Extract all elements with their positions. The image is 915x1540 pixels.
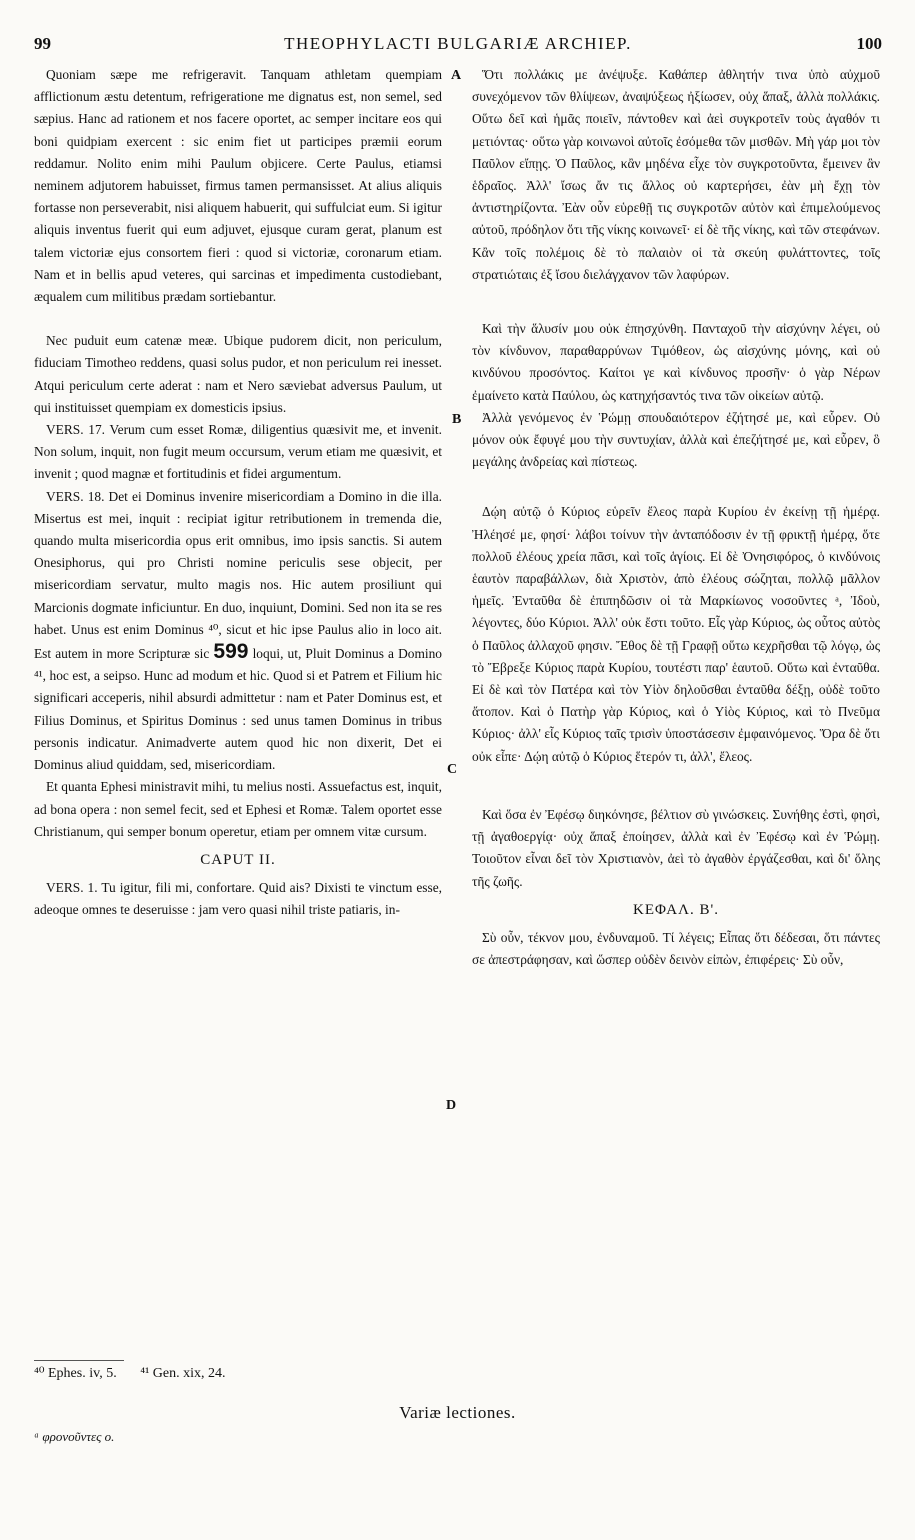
- footnote-rule: [34, 1360, 124, 1361]
- page-number-left: 99: [34, 34, 51, 53]
- page-number-right: 100: [856, 34, 882, 53]
- latin-text: VERS. 18. Det ei Dominus invenire misericordiam a Domino in die illa. Misertus est mei, inquit : recipiat igitur retributionem in tremenda die, quando multa misericordia opus erit omnibus, imo ipsis sanctis. Si autem Onesiphorus, qui pro Christi nomine periculis sese objecit, per misericordiam servatur, multo magis nos. Hic autem prosiliunt qui Marcionis dogmate inficiuntur. En duo, inquiunt, Domini. Sed non ita se res habet. Unus est enim Dominus ⁴⁰, sicut et hic ipse Paulus alio in loco ait. Est autem in more Scripturæ sic: [34, 488, 442, 662]
- latin-paragraph: Et quanta Ephesi ministravit mihi, tu melius nosti. Assuefactus est, inquit, ad bona opera : non semel fecit, sed et Ephesi et Romæ. Talem oportet esse Christianum, qui semper bonum operetur, etiam per omnem vitæ cursum.: [34, 779, 442, 839]
- greek-paragraph: Ὅτι πολλάκις με ἀνέψυξε. Καθάπερ ἀθλητήν τινα ὑπὸ αὐχμοῦ συνεχόμενον τῶν θλίψεων, ἀναψύξεως ἠξίωσεν, οὐχ ἅπαξ, ἀλλὰ πολλάκις. Οὕτω δεῖ καὶ ἡμᾶς ποιεῖν, πάντοθεν καὶ ἀεὶ συγκροτεῖν τοὺς ἀγαθόν τι μετιόντας· οὕτω γὰρ κοινωνοὶ αὐτοῖς ἐσόμεθα τῶν μισθῶν. Μὴ γάρ μοι τὸν Παῦλον εἴπῃς. Ὁ Παῦλος, κἂν μηδένα εἶχε τὸν συγκροτοῦντα, ἔμεινεν ἂν ἑδραῖος. Ἀλλ' ἴσως ἄν τις ἄλλος οὐ καρτερήσει, ἐὰν μὴ ἔχῃ τὸν ἀντιστηρίζοντα. Ἐὰν οὖν εὑρεθῇ τις συγκροτῶν αὐτὸν καὶ ἐπιμελούμενος αὐτοῦ, πρόδηλον ὅτι τῆς νίκης κοινωνεῖ· εἰ δὲ τῆς νίκης, καὶ τῶν στεφάνων. Κἂν τοῖς πολέμοις δὲ τὸ παλαιὸν οἱ τὰ σκεύη φυλάττοντες, τοῖς στρατιώταις ἐξ ἴσου διελάγχανον τῶν λαφύρων.: [472, 67, 880, 282]
- margin-letter-b: B: [452, 412, 462, 427]
- greek-paragraph: Καὶ ὅσα ἐν Ἐφέσῳ διηκόνησε, βέλτιον σὺ γινώσκεις. Συνήθης ἐστὶ, φησὶ, τῇ ἀγαθοεργίᾳ· οὐχ ἅπαξ ἐποίησεν, ἀλλὰ καὶ ἐν Ἐφέσῳ καὶ ἐν Ῥώμῃ. Τοιοῦτον εἶναι δεῖ τὸν Χριστιανὸν, ἀεὶ τὸ ἀγαθὸν ἐργάζεσθαι, καὶ δι' ὅλης τῆς ζωῆς.: [472, 806, 880, 889]
- greek-column: [472, 64, 880, 971]
- chapter-heading-greek: ΚΕΦΑΛ. Β'.: [633, 901, 719, 918]
- footnotes: [34, 1364, 454, 1384]
- page-header: [34, 34, 882, 58]
- latin-paragraph: Nec puduit eum catenæ meæ. Ubique pudorem dicit, non periculum, fiduciam Timotheo reddens, quasi solus pudor, et non periculum rei inesset. Atqui periculum certe aderat : nam et Nero sæviebat adversus Paulum, ut qui instituisset quempiam ex domesticis ipsius.: [34, 333, 442, 415]
- greek-paragraph: Καὶ τὴν ἅλυσίν μου οὐκ ἐπησχύνθη. Πανταχοῦ τὴν αἰσχύνην λέγει, οὐ τὸν κίνδυνον, παραθαρρύνων Τιμόθεον, ὡς αἰσχύνης μόνης, καὶ οὐ κινδύνου προσόντος. Καίτοι γε καὶ κίνδυνος προσῆν· ὁ γὰρ Νέρων ἐμαίνετο κατὰ Παύλου, ὡς κατηχήσαντός τινα τῶν οἰκείων αὐτῷ.: [472, 321, 880, 403]
- latin-column: [34, 64, 442, 922]
- variae-lectiones-heading: Variæ lectiones.: [399, 1403, 516, 1422]
- greek-paragraph: Σὺ οὖν, τέκνον μου, ἐνδυναμοῦ. Τί λέγεις; Εἶπας ὅτι δέδεσαι, ὅτι πάντες σε ἀπεστράφησαν, καὶ ὥσπερ οὐδὲν δεινὸν εἰπὼν, ἐπιφέρεις· Σὺ οὖν,: [472, 929, 880, 968]
- latin-text: loqui, ut, Pluit Dominus a Domino ⁴¹, hoc est, a seipso. Hunc ad modum et hic. Quod si et Patrem et Filium hic significari acceperis, nihil absurdi admittetur : nam et Pater Dominus est, et Filius Dominus, et Spiritus Dominus : sed unus tamen Dominus in tribus personis indicatur. Animadverte autem quod hic non dixerit, Det ei Dominus aliud quiddam, sed, misericordiam.: [34, 646, 442, 773]
- margin-letter-c: C: [447, 762, 458, 777]
- column-number: 599: [213, 640, 249, 664]
- chapter-heading: CAPUT II.: [200, 851, 276, 868]
- latin-paragraph: VERS. 17. Verum cum esset Romæ, diligentius quæsivit me, et invenit. Non solum, inquit, non fugit meum occursum, verum etiam me quæsivit, et invenit ; quod magnæ et fortitudinis et fidei argumentum.: [34, 422, 442, 482]
- footnote-40: ⁴⁰ Ephes. iv, 5.: [34, 1366, 117, 1381]
- margin-letter-a: A: [451, 68, 462, 83]
- latin-paragraph: [34, 486, 442, 777]
- greek-paragraph: Δῴη αὐτῷ ὁ Κύριος εὑρεῖν ἔλεος παρὰ Κυρίου ἐν ἐκείνῃ τῇ ἡμέρᾳ. Ἠλέησέ με, φησί· λάβοι τοίνυν τὴν ἀνταπόδοσιν ἐν τῇ φρικτῇ ἡμέρᾳ, ὅτε πολλοῦ ἐλέους χρεία πᾶσι, καὶ τοῖς ἁγίοις. Εἰ δὲ Ὀνησιφόρος, ὁ κινδύνοις ἑαυτὸν παραβάλλων, διὰ Χριστὸν, ἀπὸ ἐλέους σώζηται, πολλῷ μᾶλλον ἡμεῖς. Ἐνταῦθα δὲ ἐπιπηδῶσιν οἱ τὰ Μαρκίωνος νοσοῦντες ᵃ, Ἰδοὺ, λέγοντες, δύο Κύριοι. Ἀλλ' οὐκ ἔστι τοῦτο. Εἷς γὰρ Κύριος, ὡς οὗτος αὐτὸς ὁ Παῦλος ἀλλαχοῦ φησιν. Ἔθος δὲ τῇ Γραφῇ οὕτω κεχρῆσθαι τῷ λόγῳ, ὡς τὸ Ἔβρεξε Κύριος παρὰ Κυρίου, τουτέστι παρ' ἑαυτοῦ. Οὕτω καὶ ἐνταῦθα. Εἰ δὲ καὶ τὸν Πατέρα καὶ τὸν Υἱὸν δηλοῦσθαι ἐνταῦθα δέξῃ, οὐδὲ τοῦτο ἄτοπον. Καὶ ὁ Πατὴρ γὰρ Κύριος, καὶ ὁ Υἱὸς Κύριος, καὶ τὸ Πνεῦμα Κύριος· ἀλλ' εἷς Κύριος ταῖς τρισὶν ὑποστάσεσιν ἐμφαινόμενος. Ὅρα δὲ ὅτι οὐκ εἶπε· Δῴη αὐτῷ ὁ Κύριος ἕτερόν τι, ἀλλ', ἔλεος.: [472, 504, 880, 764]
- footnote-41: ⁴¹ Gen. xix, 24.: [140, 1366, 226, 1381]
- greek-paragraph: Ἀλλὰ γενόμενος ἐν Ῥώμῃ σπουδαιότερον ἐζήτησέ με, καὶ εὗρεν. Οὐ μόνον οὐκ ἔφυγέ μου τὴν συντυχίαν, ἀλλὰ καὶ ἐπεζήτησέ με, καὶ εὗρεν, ὃ μεγάλης ἀνδρείας καὶ πίστεως.: [472, 409, 880, 470]
- margin-letter-d: D: [446, 1098, 457, 1113]
- running-title: THEOPHYLACTI BULGARIÆ ARCHIEP.: [284, 34, 632, 53]
- latin-paragraph: Quoniam sæpe me refrigeravit. Tanquam athletam quempiam afflictionum æstu detentum, refrigeratione me dignatus est, non semel, sed sæpius. Hanc ad rationem et nos facere oportet, ac semper incitare eos qui boni quidpiam exercent : sic enim fiet ut participes præmii eorum reddamur. Nolito enim mihi Paulum objicere. Certe Paulus, etiamsi neminem adjutorem habuisset, firmus tamen permansisset. At alius aliquis fortasse non perseverabit, nisi aliquem habuerit, qui suffulciat eum. Si igitur aliquis inventus fuerit qui eum adjuvet, ejusque curam gerat, planum est talem victoriæ ejus consortem fieri : quod si victoriæ, coronarum etiam. Nam et in bellis apud veteres, qui sarcinas et impedimenta custodiebant, æqualem cum militibus prædam sortiebantur.: [34, 67, 442, 305]
- latin-paragraph: VERS. 1. Tu igitur, fili mi, confortare. Quid ais? Dixisti te vinctum esse, adeoque omnes te deseruisse : jam vero quasi nihil triste patiaris, in-: [34, 880, 442, 918]
- greek-footnote-a: ᵃ φρονοῦντες ο.: [34, 1429, 115, 1444]
